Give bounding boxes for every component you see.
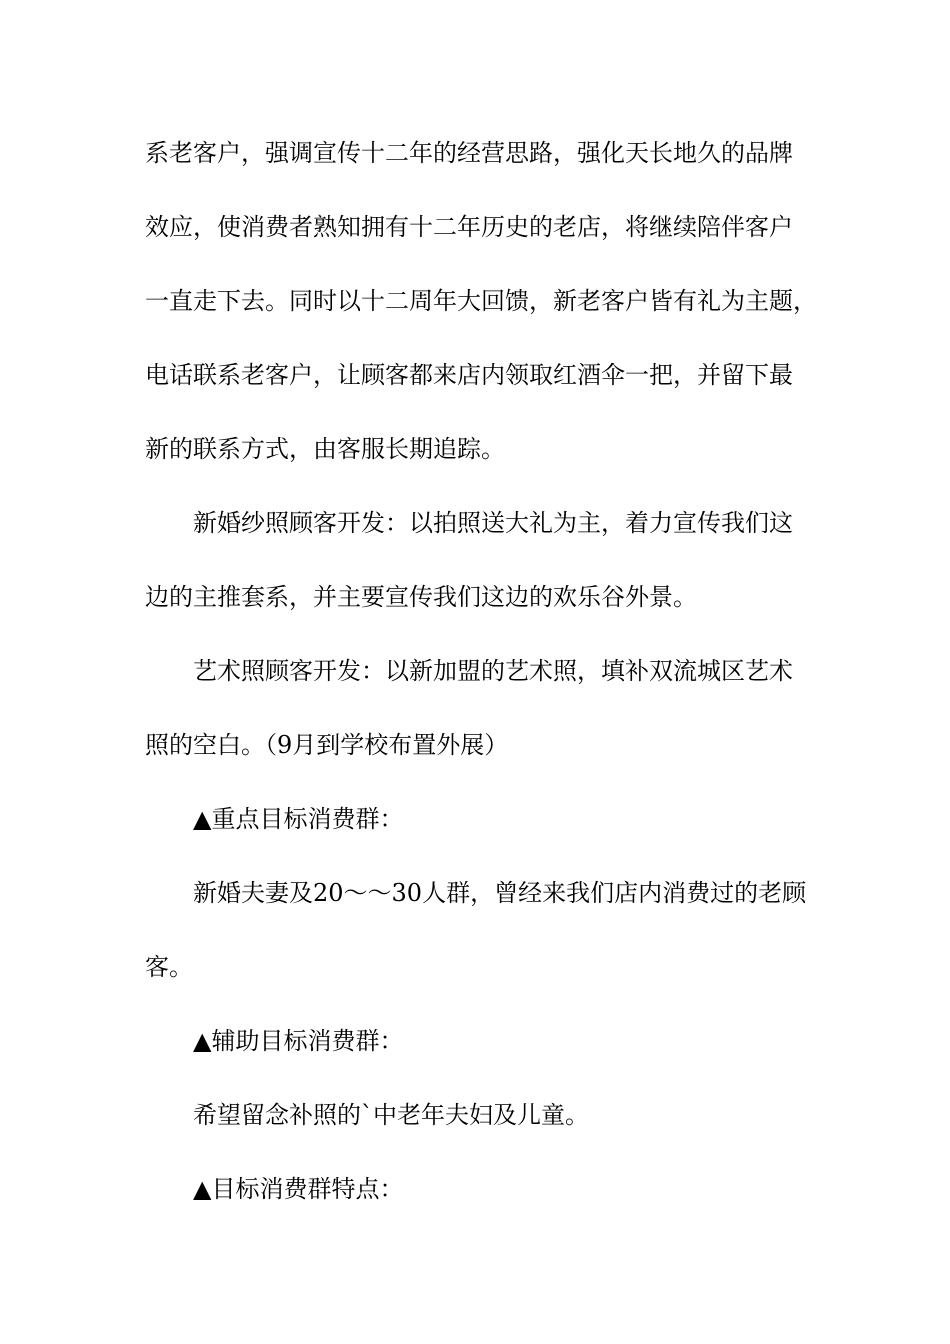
paragraph-line: 新婚纱照顾客开发：以拍照送大礼为主，着力宣传我们这 <box>193 509 793 537</box>
paragraph-line: 电话联系老客户，让顾客都来店内领取红酒伞一把，并留下最 <box>145 361 793 389</box>
section-heading: ▲重点目标消费群： <box>193 805 404 833</box>
document-body <box>145 128 825 1238</box>
paragraph-line: 新的联系方式，由客服长期追踪。 <box>145 435 505 463</box>
paragraph-line: 希望留念补照的`中老年夫妇及儿童。 <box>193 1101 589 1129</box>
section-heading: ▲目标消费群特点： <box>193 1175 404 1203</box>
paragraph-line: 艺术照顾客开发：以新加盟的艺术照，填补双流城区艺术 <box>193 657 793 685</box>
paragraph-line: 效应，使消费者熟知拥有十二年历史的老店，将继续陪伴客户 <box>145 213 793 241</box>
paragraph-line: 边的主推套系，并主要宣传我们这边的欢乐谷外景。 <box>145 583 697 611</box>
paragraph-line: 一直走下去。同时以十二周年大回馈，新老客户皆有礼为主题， <box>145 287 817 315</box>
paragraph-line: 照的空白。（9月到学校布置外展） <box>145 731 509 759</box>
paragraph-line: 新婚夫妻及20～～30人群，曾经来我们店内消费过的老顾 <box>193 879 807 907</box>
paragraph-line: 系老客户，强调宣传十二年的经营思路，强化天长地久的品牌 <box>145 139 793 167</box>
section-heading: ▲辅助目标消费群： <box>193 1027 404 1055</box>
paragraph-line: 客。 <box>145 953 193 981</box>
